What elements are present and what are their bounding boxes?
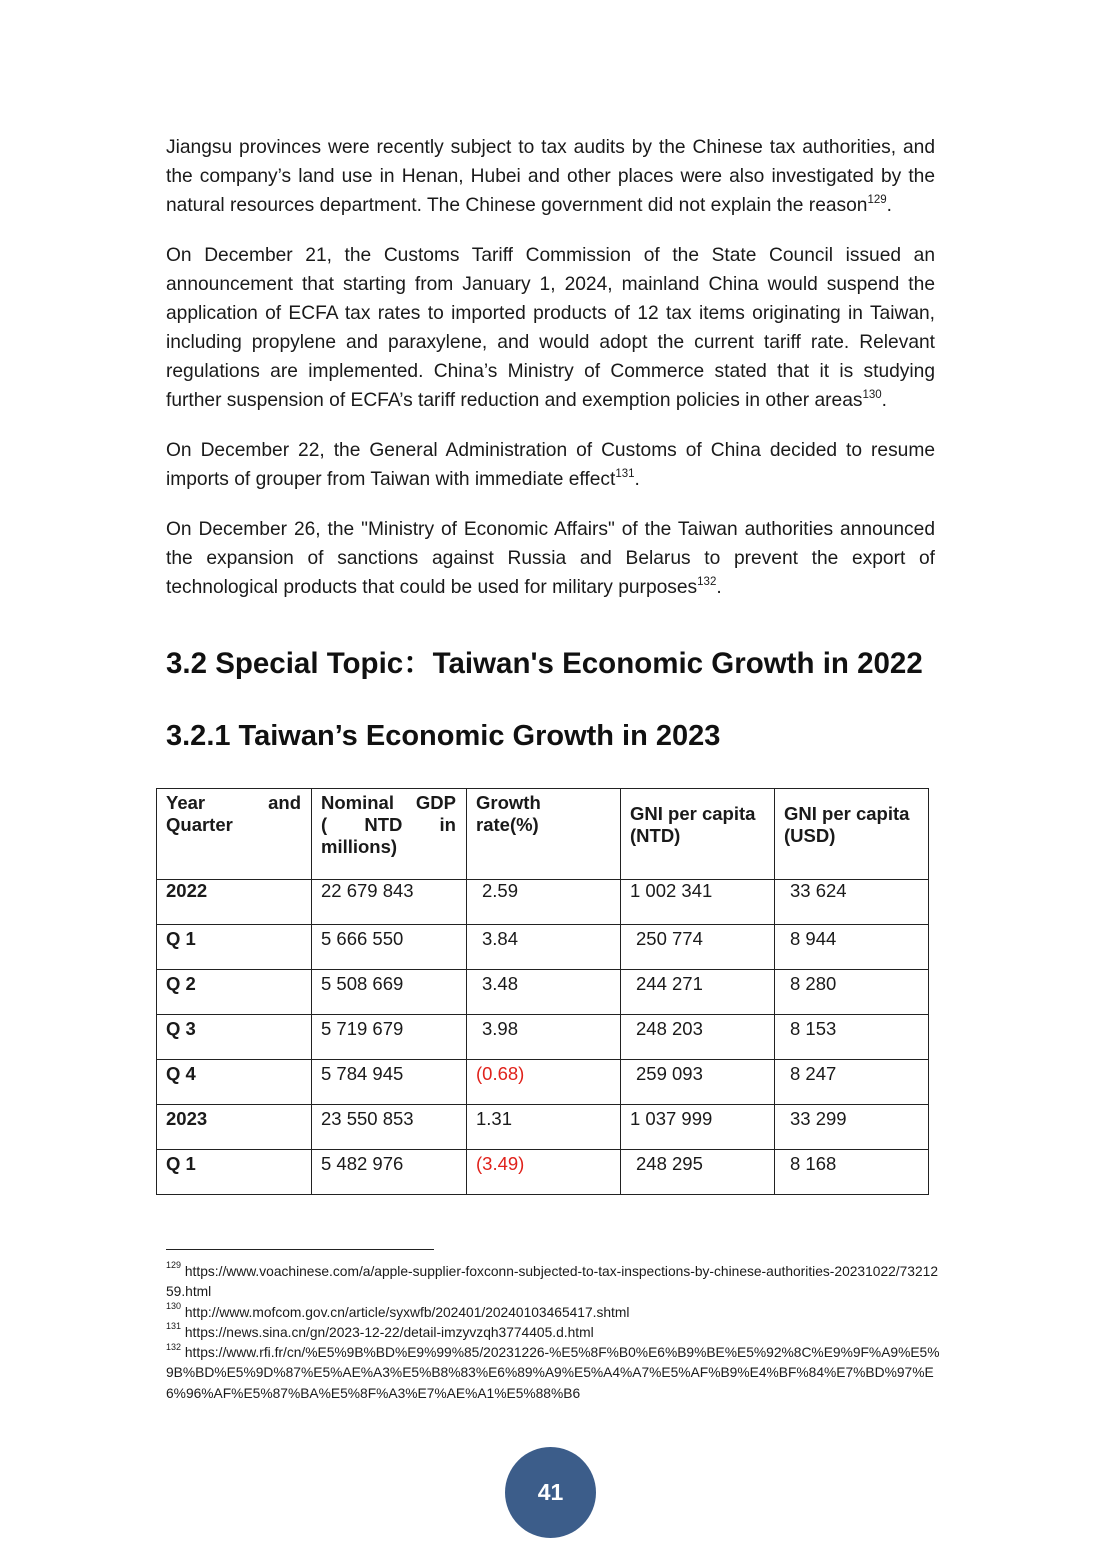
footnote-ref-129[interactable]: 129: [867, 193, 887, 206]
paragraph-4: On December 26, the "Ministry of Economic Affairs" of the Taiwan authorities announced the expansion of sanctions against Russia and Belarus to prevent the export of technological products that could be used for military purposes$^{132}$.: [166, 519, 935, 598]
page-number: 41: [537, 1479, 564, 1505]
cell-gdp: 5 508 669: [312, 970, 467, 1015]
cell-growth: 1.31: [467, 1105, 621, 1150]
page-number-badge: [505, 1447, 596, 1538]
footnote-130: $^{130}$ http://www.mofcom.gov.cn/article/syxwfb/202401/20240103465417.shtml: [166, 1301, 630, 1320]
footnotes: [166, 1262, 941, 1404]
table-row: [157, 925, 929, 970]
cell-gni-ntd: 244 271: [621, 970, 775, 1015]
cell-gni-usd: 33 624: [775, 880, 929, 925]
footnote-link[interactable]: http://www.mofcom.gov.cn/article/syxwfb/202401/20240103465417.shtml: [184, 1304, 630, 1320]
cell-gni-ntd: 248 203: [621, 1015, 775, 1060]
cell-gni-usd: 8 247: [775, 1060, 929, 1105]
footnote-ref-130[interactable]: 130: [862, 388, 882, 401]
subsection-heading: 3.2.1 Taiwan’s Economic Growth in 2023: [166, 720, 721, 752]
header-gni-ntd: GNI per capita (NTD): [621, 789, 775, 880]
cell-period: Q 4: [157, 1060, 312, 1105]
cell-gni-ntd: 259 093: [621, 1060, 775, 1105]
cell-period: Q 2: [157, 970, 312, 1015]
cell-growth: 3.98: [467, 1015, 621, 1060]
cell-gni-usd: 8 280: [775, 970, 929, 1015]
cell-gni-usd: 8 168: [775, 1150, 929, 1195]
footnote-129: $^{129}$ https://www.voachinese.com/a/apple-supplier-foxconn-subjected-to-tax-inspections-by-chinese-authorities-20231022/7321259.html: [166, 1260, 938, 1300]
table-row: [157, 1150, 929, 1195]
cell-gdp: 5 719 679: [312, 1015, 467, 1060]
header-year-quarter: Year and Quarter: [157, 789, 312, 880]
section-heading: 3.2 Special Topic：Taiwan's Economic Growth in 2022: [166, 647, 923, 680]
footnote-131: $^{131}$ https://news.sina.cn/gn/2023-12-22/detail-imzyvzqh3774405.d.html: [166, 1321, 594, 1340]
cell-period: Q 3: [157, 1015, 312, 1060]
table-header-row: [157, 789, 929, 880]
cell-gni-ntd: 1 037 999: [621, 1105, 775, 1150]
footnote-link[interactable]: https://www.rfi.fr/cn/%E5%9B%BD%E9%99%85/20231226-%E5%8F%B0%E6%B9%BE%E5%92%8C%E9%9F%A9%E5%9B%BD%E5%9D%87%E5%AE%A3%E5%B8%83%E6%89%A9%E5%A4%A7%E5%AF%B9%E4%BF%84%E7%BD%97%E6%96%AF%E5%87%BA%E5%8F%A3%E7%AE%A1%E5%88%B6: [166, 1345, 940, 1401]
table-row: [157, 880, 929, 925]
cell-gni-usd: 8 153: [775, 1015, 929, 1060]
cell-gdp: 5 784 945: [312, 1060, 467, 1105]
cell-period: Q 1: [157, 1150, 312, 1195]
table-row: [157, 1060, 929, 1105]
header-gni-usd: GNI per capita (USD): [775, 789, 929, 880]
cell-period: Q 1: [157, 925, 312, 970]
footnote-ref-132[interactable]: 132: [697, 575, 717, 588]
footnote-link[interactable]: https://www.voachinese.com/a/apple-supplier-foxconn-subjected-to-tax-inspections-by-chinese-authorities-20231022/7321259.html: [166, 1264, 938, 1300]
cell-gdp: 5 666 550: [312, 925, 467, 970]
footnote-divider: [166, 1249, 434, 1250]
cell-gdp: 23 550 853: [312, 1105, 467, 1150]
cell-period: 2022: [157, 880, 312, 925]
footnote-link[interactable]: https://news.sina.cn/gn/2023-12-22/detail-imzyvzqh3774405.d.html: [184, 1324, 594, 1340]
paragraph-1: Jiangsu provinces were recently subject to tax audits by the Chinese tax authorities, and the company’s land use in Henan, Hubei and other places were also investigated by the natural resources department. The Chinese government did not explain the reason$^{129}$.: [166, 137, 935, 216]
cell-growth: 2.59: [467, 880, 621, 925]
cell-gdp: 5 482 976: [312, 1150, 467, 1195]
cell-gni-usd: 33 299: [775, 1105, 929, 1150]
footnote-132: $^{132}$ https://www.rfi.fr/cn/%E5%9B%BD%E9%99%85/20231226-%E5%8F%B0%E6%B9%BE%E5%92%8C%E9%9F%A9%E5%9B%BD%E5%9D%87%E5%AE%A3%E5%B8%83%E6%89%A9%E5%A4%A7%E5%AF%B9%E4%BF%84%E7%BD%97%E6%96%AF%E5%87%BA%E5%8F%A3%E7%AE%A1%E5%88%B6: [166, 1341, 940, 1401]
paragraph-2: On December 21, the Customs Tariff Commission of the State Council issued an announcement that starting from January 1, 2024, mainland China would suspend the application of ECFA tax rates to imported products of 12 tax items originating in Taiwan, including propylene and paraxylene, and would adopt the current tariff rate. Relevant regulations are implemented. China’s Ministry of Commerce stated that it is studying further suspension of ECFA’s tariff reduction and exemption policies in other areas$^{130}$.: [166, 245, 935, 411]
cell-growth: 3.48: [467, 970, 621, 1015]
footnote-ref-131[interactable]: 131: [615, 467, 635, 480]
header-nominal-gdp: Nominal GDP ( NTD in millions): [312, 789, 467, 880]
cell-gdp: 22 679 843: [312, 880, 467, 925]
cell-period: 2023: [157, 1105, 312, 1150]
table-row: [157, 970, 929, 1015]
cell-gni-ntd: 1 002 341: [621, 880, 775, 925]
body-text: [166, 133, 935, 623]
economic-growth-table: [156, 788, 929, 1195]
cell-gni-ntd: 250 774: [621, 925, 775, 970]
cell-growth: (0.68): [467, 1060, 621, 1105]
table-row: [157, 1105, 929, 1150]
paragraph-3: On December 22, the General Administration of Customs of China decided to resume imports of grouper from Taiwan with immediate effect$^{131}$.: [166, 440, 935, 490]
cell-gni-usd: 8 944: [775, 925, 929, 970]
cell-gni-ntd: 248 295: [621, 1150, 775, 1195]
table-row: [157, 1015, 929, 1060]
header-growth-rate: Growth rate(%): [467, 789, 621, 880]
cell-growth: (3.49): [467, 1150, 621, 1195]
cell-growth: 3.84: [467, 925, 621, 970]
